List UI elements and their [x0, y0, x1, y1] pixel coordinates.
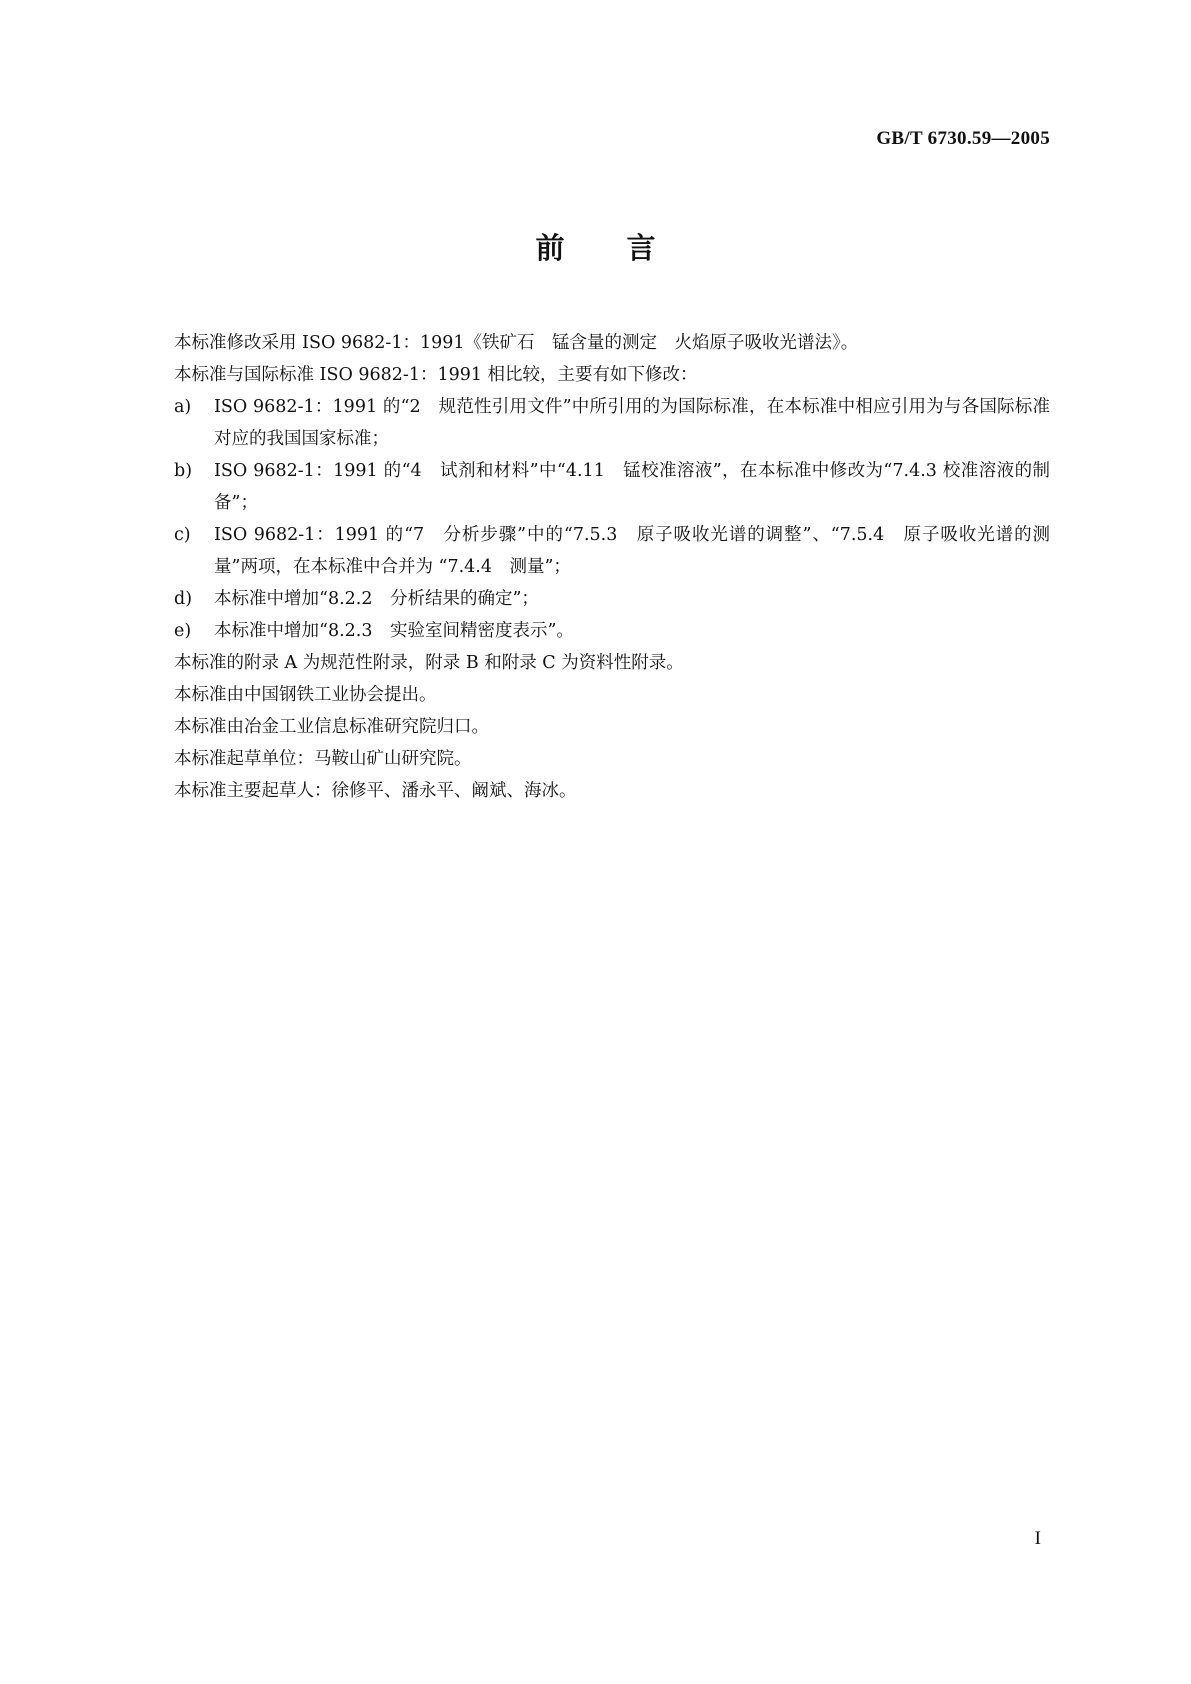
paragraph-centralized-by: 本标准由冶金工业信息标准研究院归口。 — [174, 717, 489, 737]
list-item-text: 本标准中增加“8.2.3 实验室间精密度表示”。 — [214, 621, 574, 641]
list-marker: d) — [174, 589, 193, 609]
list-item-d — [174, 583, 1050, 615]
paragraph-drafting-unit: 本标准起草单位：马鞍山矿山研究院。 — [174, 749, 472, 769]
paragraph-annexes: 本标准的附录 A 为规范性附录，附录 B 和附录 C 为资料性附录。 — [174, 653, 684, 673]
list-marker: e) — [174, 621, 192, 641]
standard-number: GB/T 6730.59—2005 — [876, 128, 1050, 149]
list-item-e — [174, 615, 1050, 647]
list-marker: a) — [174, 397, 192, 417]
document-body — [174, 327, 1050, 807]
paragraph-comparison: 本标准与国际标准 ISO 9682-1：1991 相比较，主要有如下修改： — [174, 365, 698, 385]
paragraph-adoption: 本标准修改采用 ISO 9682-1：1991《铁矿石 锰含量的测定 火焰原子吸收光谱法》。 — [174, 333, 859, 353]
list-item-c — [174, 519, 1050, 583]
list-item-text: ISO 9682-1：1991 的“2 规范性引用文件”中所引用的为国际标准，在本标准中相应引用为与各国际标准对应的我国国家标准； — [214, 397, 1050, 449]
list-marker: c) — [174, 525, 191, 545]
page-number: I — [1034, 1528, 1041, 1549]
list-item-a — [174, 391, 1050, 455]
list-marker: b) — [174, 461, 193, 481]
list-item-text: 本标准中增加“8.2.2 分析结果的确定”； — [214, 589, 539, 609]
list-item-text: ISO 9682-1：1991 的“7 分析步骤”中的“7.5.3 原子吸收光谱的调整”、“7.5.4 原子吸收光谱的测量”两项，在本标准中合并为 “7.4.4 测量”； — [214, 525, 1050, 577]
paragraph-drafters: 本标准主要起草人：徐修平、潘永平、阚斌、海冰。 — [174, 781, 577, 801]
page-title: 前言 — [535, 231, 718, 265]
list-item-b — [174, 455, 1050, 519]
paragraph-proposer: 本标准由中国钢铁工业协会提出。 — [174, 685, 437, 705]
list-item-text: ISO 9682-1：1991 的“4 试剂和材料”中“4.11 锰校准溶液”，在本标准中修改为“7.4.3 校准溶液的制备”； — [214, 461, 1050, 513]
